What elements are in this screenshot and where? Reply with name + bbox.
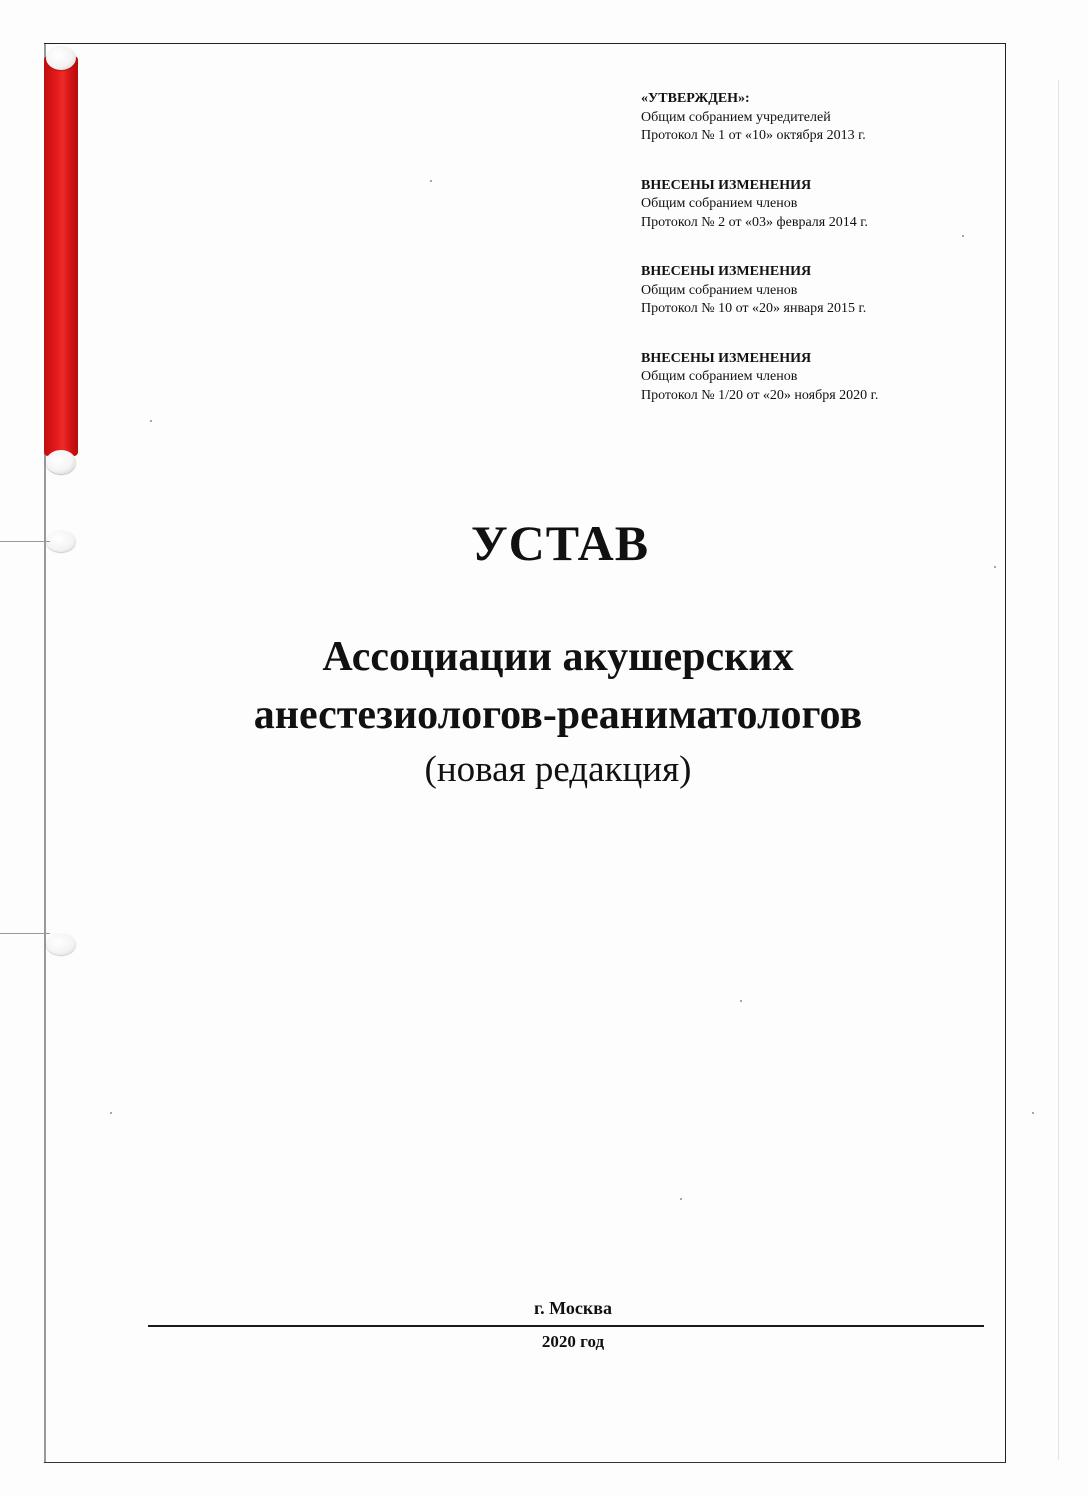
scan-speck (110, 1112, 112, 1114)
approval-heading: ВНЕСЕНЫ ИЗМЕНЕНИЯ (641, 350, 812, 366)
subtitle-line: Ассоциации акушерских (322, 634, 794, 680)
scan-speck (740, 1000, 742, 1002)
approval-body: Общим собранием членов (641, 196, 798, 211)
scan-speck (994, 566, 996, 568)
scan-speck (430, 180, 432, 182)
approval-heading: «УТВЕРЖДЕН»: (641, 91, 750, 106)
subtitle-line: анестезиологов-реаниматологов (253, 692, 863, 738)
approval-entry (641, 90, 991, 146)
approval-notes (641, 90, 991, 436)
document-subtitle (150, 628, 966, 744)
scan-speck (150, 420, 152, 422)
approval-body: Общим собранием членов (641, 369, 798, 384)
ribbon-top-knot (46, 46, 76, 70)
binding-ribbon (44, 56, 78, 456)
approval-protocol: Протокол № 10 от «20» января 2015 г. (641, 301, 867, 316)
approval-entry (641, 263, 991, 319)
approval-body: Общим собранием учредителей (641, 109, 831, 125)
page-edge-shadow (1058, 80, 1059, 1460)
approval-protocol: Протокол № 1/20 от «20» ноября 2020 г. (641, 387, 879, 403)
approval-entry (641, 177, 991, 233)
edition-note: (новая редакция) (424, 749, 692, 790)
document-title: УСТАВ (470, 515, 650, 571)
scan-speck (680, 1198, 682, 1200)
approval-heading: ВНЕСЕНЫ ИЗМЕНЕНИЯ (641, 177, 812, 193)
approval-protocol: Протокол № 2 от «03» февраля 2014 г. (641, 214, 868, 230)
approval-body: Общим собранием членов (641, 282, 798, 298)
city-label: г. Москва (534, 1298, 612, 1318)
year-label: 2020 год (541, 1332, 605, 1351)
binding-thread (0, 933, 50, 934)
approval-protocol: Протокол № 1 от «10» октября 2013 г. (641, 128, 866, 143)
scan-speck (962, 235, 964, 237)
footer-rule (148, 1325, 984, 1327)
binding-hole (46, 933, 76, 955)
approval-heading: ВНЕСЕНЫ ИЗМЕНЕНИЯ (641, 264, 812, 279)
ribbon-bottom-knot (46, 450, 76, 474)
approval-entry (641, 350, 991, 406)
scan-speck (1032, 1112, 1034, 1114)
